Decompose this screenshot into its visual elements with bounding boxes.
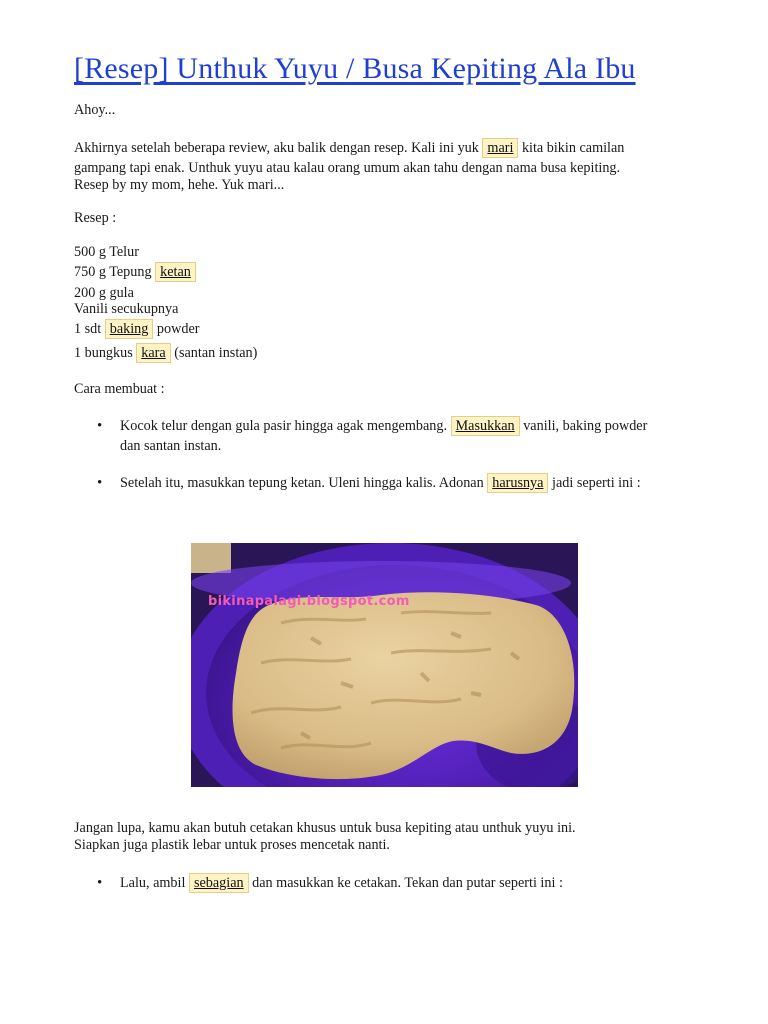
link-masukkan[interactable]: Masukkan [451,416,520,436]
link-baking[interactable]: baking [105,319,154,339]
intro-text-a: Akhirnya setelah beberapa review, aku balik dengan resep. Kali ini yuk [74,140,483,156]
after-photo-line-2: Siapkan juga plastik lebar untuk proses mencetak nanti. [74,837,390,853]
intro-line-2: gampang tapi enak. Unthuk yuyu atau kalau orang umum akan tahu dengan nama busa kepiting. [74,160,621,176]
step-1-line-2: dan santan instan. [120,438,222,454]
ingredient-tepung-text: 750 g Tepung [74,264,156,280]
cara-label: Cara membuat : [74,381,165,397]
ingredient-vanili: Vanili secukupnya [74,301,179,317]
step-3-text-a: Lalu, ambil [120,875,189,891]
ingredient-baking-text-b: powder [153,321,200,337]
intro-text-b: kita bikin camilan [518,140,625,156]
ingredient-baking [74,321,199,338]
step-3-text-b: dan masukkan ke cetakan. Tekan dan putar seperti ini : [248,875,563,891]
link-mari[interactable]: mari [482,138,518,158]
step-2-text-b: jadi seperti ini : [548,475,641,491]
link-harusnya[interactable]: harusnya [487,473,548,493]
after-photo-line-1: Jangan lupa, kamu akan butuh cetakan khusus untuk busa kepiting atau unthuk yuyu ini. [74,820,576,836]
ingredient-gula: 200 g gula [74,285,134,301]
greeting-text: Ahoy... [74,102,116,118]
step-2 [120,473,641,493]
bullet-icon: • [97,475,103,491]
link-kara[interactable]: kara [136,343,170,363]
bullet-icon: • [97,875,103,891]
link-ketan[interactable]: ketan [155,262,196,282]
step-3 [120,873,563,893]
step-2-text-a: Setelah itu, masukkan tepung ketan. Uleni hingga kalis. Adonan [120,475,488,491]
step-1-line-1 [120,416,647,436]
ingredient-baking-text-a: 1 sdt [74,321,105,337]
ingredient-tepung [74,264,196,281]
ingredient-kara-text-b: (santan instan) [170,345,258,361]
intro-line-3: Resep by my mom, hehe. Yuk mari... [74,177,285,193]
step-1-text-a: Kocok telur dengan gula pasir hingga agak mengembang. [120,418,451,434]
link-sebagian[interactable]: sebagian [189,873,249,893]
step-1-text-b: vanili, baking powder [519,418,648,434]
ingredient-kara-text-a: 1 bungkus [74,345,137,361]
photo-watermark: bikinapalagi.blogspot.com [208,594,410,609]
resep-label: Resep : [74,210,117,226]
page-title[interactable]: [Resep] Unthuk Yuyu / Busa Kepiting Ala Ibu [74,52,636,85]
dough-photo [191,543,578,787]
ingredient-telur: 500 g Telur [74,244,139,260]
ingredient-kara [74,345,257,362]
bullet-icon: • [97,418,103,434]
intro-line-1 [74,140,624,157]
dough-in-bowl-image [191,543,578,787]
